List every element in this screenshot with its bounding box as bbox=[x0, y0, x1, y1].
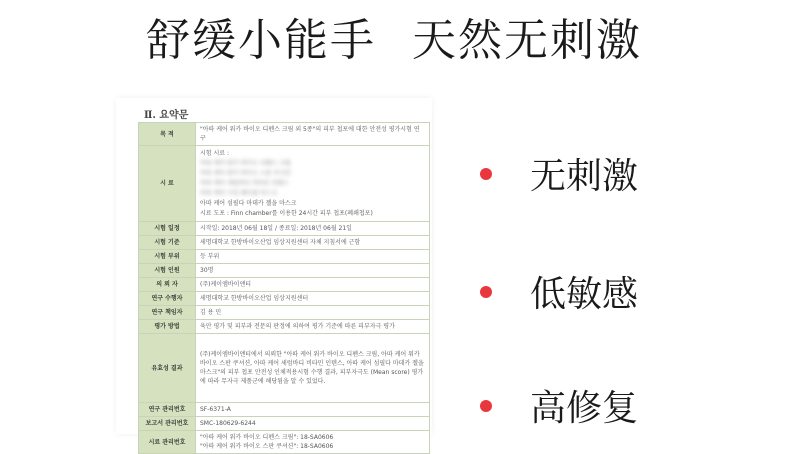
row-value bbox=[196, 431, 430, 454]
sample-line: 아따 케어 세럼바디 비타민 인텐스 bbox=[200, 180, 289, 187]
feature-item bbox=[480, 266, 638, 317]
table-row bbox=[139, 250, 430, 264]
row-label: 연구 책임자 bbox=[139, 306, 196, 320]
sample-line: 시험 시료 : bbox=[200, 150, 230, 157]
sample-line: 아따 케어 수딩 페이셜 마스크 bbox=[200, 190, 278, 197]
row-label: 시험 부위 bbox=[139, 250, 196, 264]
table-row bbox=[139, 236, 430, 250]
headline-right: 天然无刺激 bbox=[412, 15, 642, 66]
table-row bbox=[139, 278, 430, 292]
table-row bbox=[139, 417, 430, 431]
row-label: 시험 기준 bbox=[139, 236, 196, 250]
sample-line: 아따 케어 워카 바이오 디펜스 크림 bbox=[200, 160, 291, 167]
table-row bbox=[139, 334, 430, 403]
row-label: 시험 인원 bbox=[139, 264, 196, 278]
table-row bbox=[139, 431, 430, 454]
row-label: 목 적 bbox=[139, 123, 196, 146]
headline-left: 舒缓小能手 bbox=[146, 15, 376, 66]
bullet-dot-icon bbox=[480, 168, 492, 180]
row-value: (주)케이엠바이앤티 bbox=[196, 278, 430, 292]
row-value: 세명대학교 한방바이오산업 임상지원센터 bbox=[196, 292, 430, 306]
row-value: (주)케이엠바이앤티에서 의뢰한 "아따 케어 워카 바이오 디펜스 크림, 아따 케어 워카 바이오 스판 쿠셔션, 아따 케어 세럼바디 비타민 인텐스, 아따 케어 섬필다 마데카 젤을 마스크"의 피부 첩포 안전성 인체적용시험 수행 결과, 피부자극도 (Mean score) 평가에 따라 무자극 제품군에 해당됨을 알 수 있었다. bbox=[196, 334, 430, 403]
row-value: 등 부위 bbox=[196, 250, 430, 264]
row-label: 의 뢰 자 bbox=[139, 278, 196, 292]
row-label: 평가 방법 bbox=[139, 320, 196, 334]
row-label: 연구 관리번호 bbox=[139, 403, 196, 417]
row-value: SF-6371-A bbox=[196, 403, 430, 417]
row-label: 유효성 결과 bbox=[139, 334, 196, 403]
sample-footer: 시료 도포 : Finn chamber를 이용한 24시간 피부 첩포(폐쇄첩포) bbox=[200, 210, 373, 217]
feature-label: 高修复 bbox=[530, 388, 639, 429]
row-label: 시험 일정 bbox=[139, 222, 196, 236]
table-row bbox=[139, 306, 430, 320]
row-value: SMC-180629-6244 bbox=[196, 417, 430, 431]
table-row bbox=[139, 264, 430, 278]
feature-label: 无刺激 bbox=[530, 156, 639, 197]
feature-list bbox=[480, 0, 780, 434]
test-report-image bbox=[116, 98, 432, 450]
row-value: 육안 평가 및 피부과 전문의 판정에 의하여 평가 기준에 따른 피부자극 평가 bbox=[196, 320, 430, 334]
report-summary-table bbox=[138, 122, 430, 454]
table-row bbox=[139, 123, 430, 146]
sample-line: 아따 케어 섬필다 마데카 젤을 마스크 bbox=[200, 200, 297, 207]
feature-item bbox=[480, 380, 638, 431]
table-row bbox=[139, 146, 430, 222]
table-row bbox=[139, 403, 430, 417]
feature-label: 低敏感 bbox=[530, 274, 639, 315]
row-label: 시료 관리번호 bbox=[139, 431, 196, 454]
row-value: 30명 bbox=[196, 264, 430, 278]
row-value: 시작일: 2018년 06월 18일 / 종료일: 2018년 06월 21일 bbox=[196, 222, 430, 236]
bullet-dot-icon bbox=[480, 400, 492, 412]
feature-item bbox=[480, 148, 638, 199]
report-section-heading: Ⅱ. 요약문 bbox=[144, 110, 189, 121]
row-label: 연구 수행자 bbox=[139, 292, 196, 306]
row-value: "아따 케어 워카 바이오 디펜스 크림 외 5종"의 피부 첩포에 대한 안전성 평가시험 연구 bbox=[196, 123, 430, 146]
row-value bbox=[196, 146, 430, 222]
sample-no-line: "아따 케어 워카 바이오 스판 쿠셔션": 18-SA0606 bbox=[200, 443, 334, 450]
row-label: 시 료 bbox=[139, 146, 196, 222]
sample-line: 아따 케어 워카 바이오 스판 쿠셔션 bbox=[200, 170, 291, 177]
table-row bbox=[139, 222, 430, 236]
row-value: 세명대학교 한방바이오산업 임상지원센터 자체 지침서에 근함 bbox=[196, 236, 430, 250]
table-row bbox=[139, 320, 430, 334]
table-row bbox=[139, 292, 430, 306]
sample-no-line: "아따 케어 워카 바이오 디펜스 크림": 18-SA0606 bbox=[200, 434, 334, 441]
row-label: 보고서 관리번호 bbox=[139, 417, 196, 431]
bullet-dot-icon bbox=[480, 286, 492, 298]
row-value: 김 용 민 bbox=[196, 306, 430, 320]
